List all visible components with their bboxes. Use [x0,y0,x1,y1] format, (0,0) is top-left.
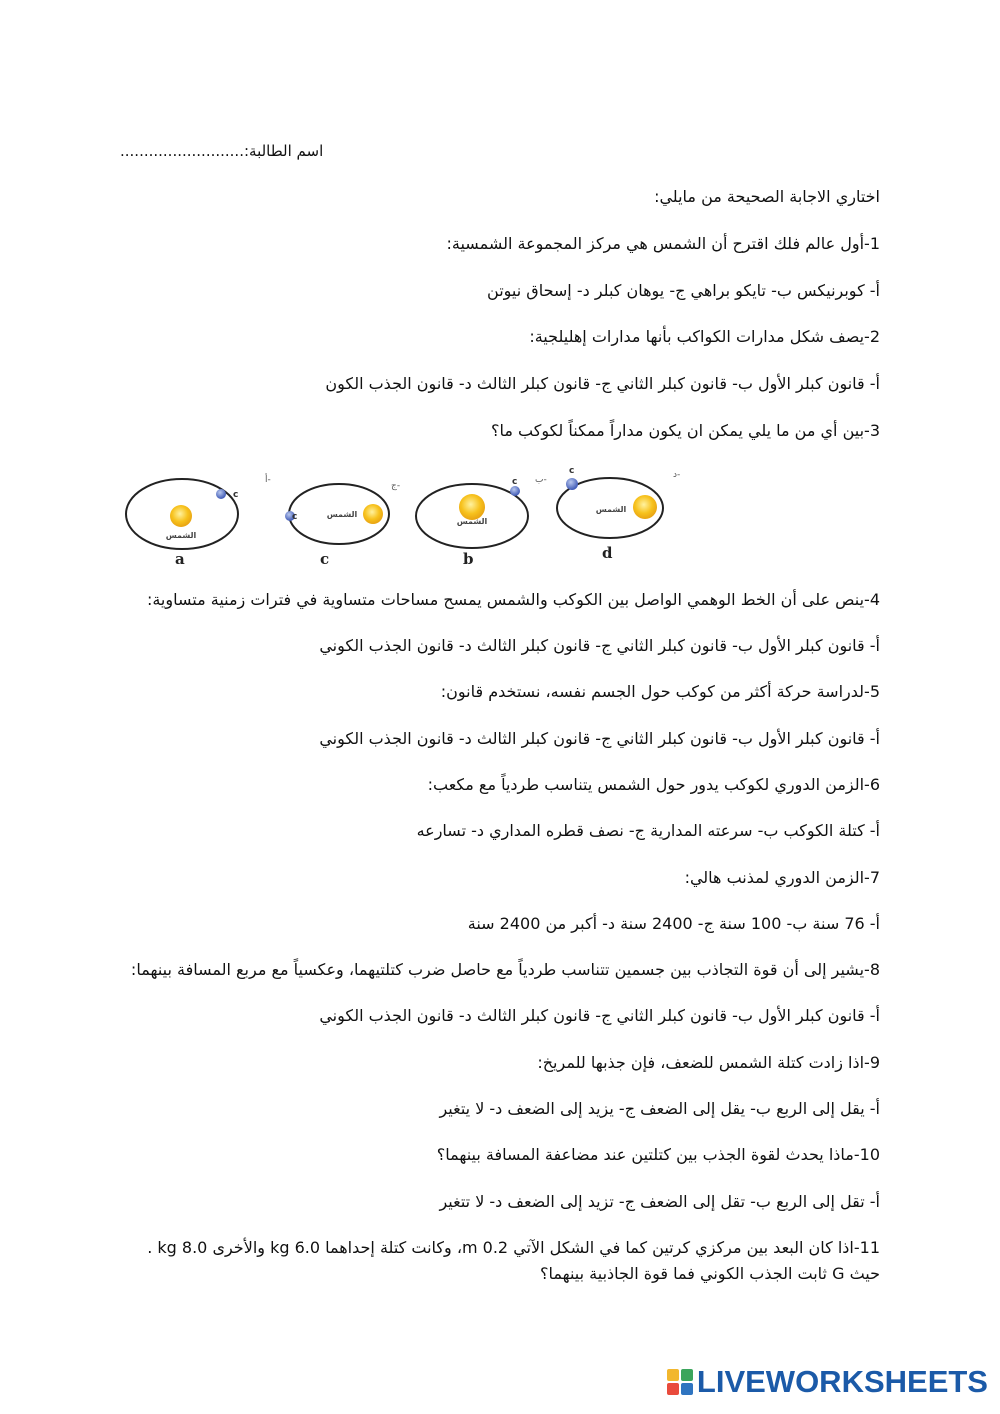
planet-label: c [569,466,575,476]
sun-label: الشمس [165,531,197,540]
figure-letter-a: a [175,550,185,568]
question-5-options[interactable]: أ- قانون كبلر الأول ب- قانون كبلر الثاني ج- قانون كبلر الثالث د- قانون الجذب الكوني [319,729,880,748]
planet-icon [510,486,520,496]
liveworksheets-brand-text: LIVEWORKSHEETS [696,1364,988,1399]
planet-icon [216,489,226,499]
orbit-figures-svg [115,464,705,572]
question-6-options[interactable]: أ- كتلة الكوكب ب- سرعته المدارية ج- نصف قطره المداري د- تسارعه [416,821,880,840]
question-9: 9-اذا زادت كتلة الشمس للضعف، فإن جذبها للمريخ: [537,1053,880,1072]
question-7-options[interactable]: أ- 76 سنة ب- 100 سنة ج- 2400 سنة د- أكبر من 2400 سنة [467,914,880,933]
question-8-options[interactable]: أ- قانون كبلر الأول ب- قانون كبلر الثاني ج- قانون كبلر الثالث د- قانون الجذب الكوني [319,1006,880,1025]
logo-square-1 [667,1369,679,1381]
orbit-figure-c[interactable] [285,481,400,568]
logo-square-3 [667,1383,679,1395]
student-name-field[interactable] [120,142,350,160]
orbit-figures [115,464,705,572]
liveworksheets-logo-icon [667,1369,693,1395]
question-11-line-2: حيث G ثابت الجذب الكوني فما قوة الجاذبية بينهما؟ [539,1264,880,1283]
question-11-line-1: 11-اذا كان البعد بين مركزي كرتين كما في الشكل الآتي m 0.2، وكانت كتلة إحداهما kg 6.0 والأخرى kg 8.0 . [147,1238,880,1257]
sun-icon [170,505,192,527]
question-8: 8-يشير إلى أن قوة التجاذب بين جسمين تتناسب طردياً مع حاصل ضرب كتلتيهما، وعكسياً مع مربع المسافة بينهما: [130,960,880,979]
planet-label: c [512,477,518,487]
orbit-figure-d[interactable] [557,466,680,562]
sun-label: الشمس [595,505,627,514]
figure-letter-b: b [463,550,474,568]
question-1-options[interactable]: أ- كوبرنيكس ب- تايكو براهي ج- يوهان كبلر د- إسحاق نيوتن [487,281,880,300]
sun-icon [633,495,657,519]
question-5: 5-لدراسة حركة أكثر من كوكب حول الجسم نفسه، نستخدم قانون: [440,682,880,701]
question-10-options[interactable]: أ- تقل إلى الربع ب- تقل إلى الضعف ج- تزيد إلى الضعف د- لا تتغير [439,1192,880,1211]
figure-tag-c: ج- [391,481,401,491]
instructions: اختاري الاجابة الصحيحة من مايلي: [654,187,880,206]
question-2-options[interactable]: أ- قانون كبلر الأول ب- قانون كبلر الثاني ج- قانون كبلر الثالث د- قانون الجذب الكون [325,374,880,393]
orbit-figure-a[interactable] [126,473,271,568]
sun-label: الشمس [326,510,358,519]
sun-label: الشمس [456,517,488,526]
liveworksheets-brand[interactable] [667,1364,988,1400]
logo-square-2 [681,1369,693,1381]
figure-letter-c: c [320,550,330,568]
orbit-figure-b[interactable] [416,475,547,568]
question-9-options[interactable]: أ- يقل إلى الربع ب- يقل إلى الضعف ج- يزيد إلى الضعف د- لا يتغير [439,1099,880,1118]
logo-square-4 [681,1383,693,1395]
question-2: 2-يصف شكل مدارات الكواكب بأنها مدارات إهليلجية: [529,327,880,346]
question-7: 7-الزمن الدوري لمذنب هالي: [684,868,880,887]
figure-tag-d: د- [673,470,681,480]
question-6: 6-الزمن الدوري لكوكب يدور حول الشمس يتناسب طردياً مع مكعب: [427,775,880,794]
student-name-label: اسم الطالبة:.......................... [120,142,324,160]
sun-icon [363,504,383,524]
planet-label: c [292,512,298,522]
question-4-options[interactable]: أ- قانون كبلر الأول ب- قانون كبلر الثاني ج- قانون كبلر الثالث د- قانون الجذب الكوني [319,636,880,655]
figure-tag-b: ب- [535,475,547,485]
figure-letter-d: d [602,544,613,562]
planet-icon [566,478,578,490]
question-1: 1-أول عالم فلك اقترح أن الشمس هي مركز المجموعة الشمسية: [446,234,880,253]
figure-tag-a: أ- [265,475,271,485]
question-4: 4-ينص على أن الخط الوهمي الواصل بين الكوكب والشمس يمسح مساحات متساوية في فترات زمنية متساوية: [146,590,880,609]
question-10: 10-ماذا يحدث لقوة الجذب بين كتلتين عند مضاعفة المسافة بينهما؟ [436,1145,880,1164]
planet-label: c [233,490,239,500]
question-3: 3-بين أي من ما يلي يمكن ان يكون مداراً ممكناً لكوكب ما؟ [490,421,880,440]
